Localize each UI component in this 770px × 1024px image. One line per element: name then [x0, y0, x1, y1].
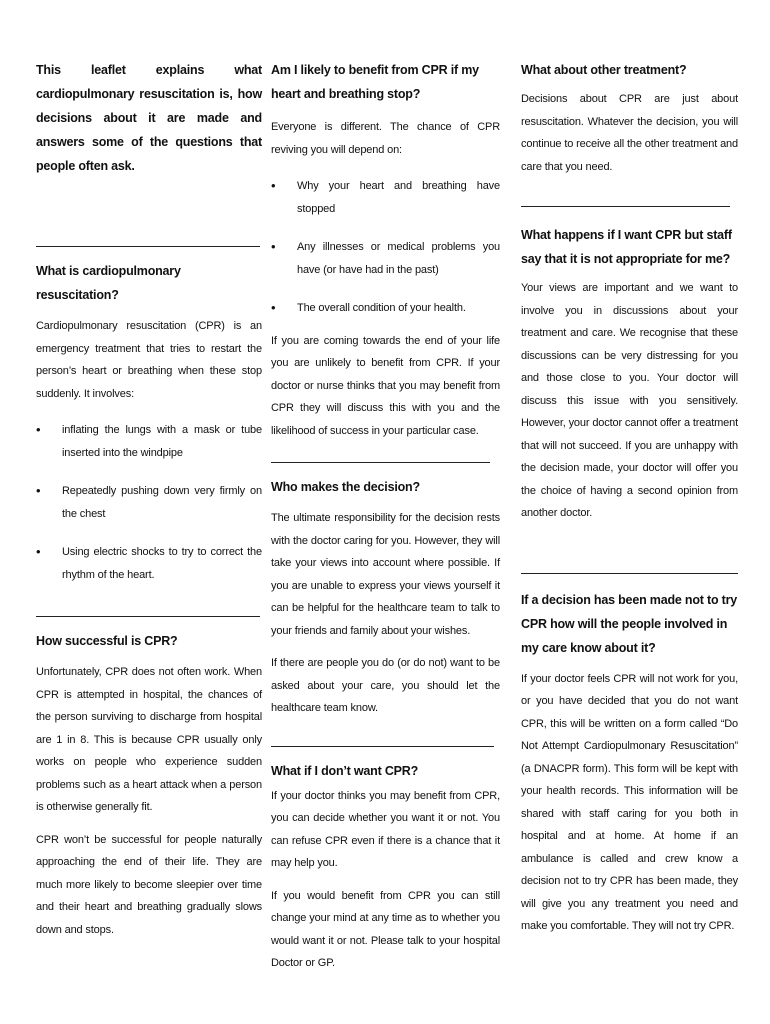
cpr-involves-list [36, 419, 262, 586]
how-successful-text-1: Unfortunately, CPR does not often work. When CPR is attempted in hospital, the chances of the person surviving to discharge from hospital are 1 in 8. This is because CPR usually only works on people who experience sudden problems such as a heart attack when a person is otherwise generally fit. [36, 666, 262, 813]
who-decides-text-2: If there are people you do (or do not) want to be asked about your care, you should let the healthcare team know. [271, 657, 500, 714]
list-item: • Using electric shocks to try to correct the rhythm of the heart. [36, 541, 262, 586]
list-item: • Any illnesses or medical problems you have (or have had in the past) [271, 236, 500, 281]
list-item: • Why your heart and breathing have stopped [271, 175, 500, 220]
benefit-text-2: If you are coming towards the end of your life you are unlikely to benefit from CPR. If your doctor or nurse thinks that you may benefit from CPR they will discuss this with you and the likelihood of success in your particular case. [271, 334, 500, 437]
leaflet-intro: This leaflet explains what cardiopulmonary resuscitation is, how decisions about it are made and answers some of the questions that people often ask. [36, 63, 262, 173]
heading-how-successful: How successful is CPR? [36, 634, 178, 648]
other-treatment-text: Decisions about CPR are just about resuscitation. Whatever the decision, you will continue to receive all the other treatment and care that you need. [521, 93, 738, 173]
section-divider [271, 746, 494, 747]
benefit-list [271, 175, 500, 320]
column-2 [271, 58, 500, 975]
heading-what-is-cpr: What is cardiopulmonary resuscitation? [36, 264, 181, 302]
heading-benefit: Am I likely to benefit from CPR if my heart and breathing stop? [271, 63, 479, 101]
section-divider [36, 246, 260, 247]
section-divider [521, 573, 738, 574]
heading-other-treatment: What about other treatment? [521, 63, 687, 77]
list-item: • inflating the lungs with a mask or tube inserted into the windpipe [36, 419, 262, 464]
section-divider [36, 616, 260, 617]
heading-dont-want: What if I don’t want CPR? [271, 763, 419, 778]
column-1 [36, 58, 262, 941]
who-decides-text-1: The ultimate responsibility for the decision rests with the doctor caring for you. However, they will take your views into account where possible. If you are unable to express your views yourself it can be helpful for the healthcare team to talk to your friends and family about your wishes. [271, 512, 500, 637]
column-3 [521, 58, 738, 938]
how-successful-text-2: CPR won’t be successful for people naturally approaching the end of their life. They are much more likely to become sleepier over time and their heart and breathing gradually slows down and stops. [36, 833, 262, 936]
what-is-cpr-text: Cardiopulmonary resuscitation (CPR) is an emergency treatment that tries to restart the person’s heart or breathing when these stop suddenly. It involves: [36, 320, 262, 400]
list-item: • Repeatedly pushing down very firmly on the chest [36, 480, 262, 525]
heading-staff-say: What happens if I want CPR but staff say that it is not appropriate for me? [521, 228, 732, 266]
heading-decision-made: If a decision has been made not to try CPR how will the people involved in my care know about it? [521, 592, 738, 655]
dont-want-text-1: If your doctor thinks you may benefit from CPR, you can decide whether you want it or not. You can refuse CPR even if there is a chance that it may help you. [271, 789, 500, 869]
staff-say-text: Your views are important and we want to involve you in discussions about your treatment and care. We recognise that these discussions can be very distressing for you and those close to you. Your doctor will discuss this issue with you sensitively. However, your doctor cannot offer a treatment that will not succeed. If you are unhappy with the decision made, your doctor will offer you the choice of having a second opinion from another doctor. [521, 282, 738, 519]
list-item: • The overall condition of your health. [271, 297, 500, 320]
section-divider [271, 462, 490, 463]
section-divider [521, 206, 730, 207]
benefit-text: Everyone is different. The chance of CPR reviving you will depend on: [271, 121, 500, 156]
dont-want-text-2: If you would benefit from CPR you can still change your mind at any time as to whether you would want it or not. Please talk to your hospital Doctor or GP. [271, 889, 500, 969]
heading-who-decides: Who makes the decision? [271, 480, 420, 494]
decision-made-text: If your doctor feels CPR will not work for you, or you have decided that you do not want CPR, this will be written on a form called “Do Not Attempt Cardiopulmonary Resuscitation” (a DNACPR form). This form will be kept with your health records. This information will be shared with staff caring for you both in hospital and at home. At home if an ambulance is called and crew know a decision not to try CPR has been made, they will give you any treatment you need and make you comfortable. They will not try CPR. [521, 672, 738, 932]
